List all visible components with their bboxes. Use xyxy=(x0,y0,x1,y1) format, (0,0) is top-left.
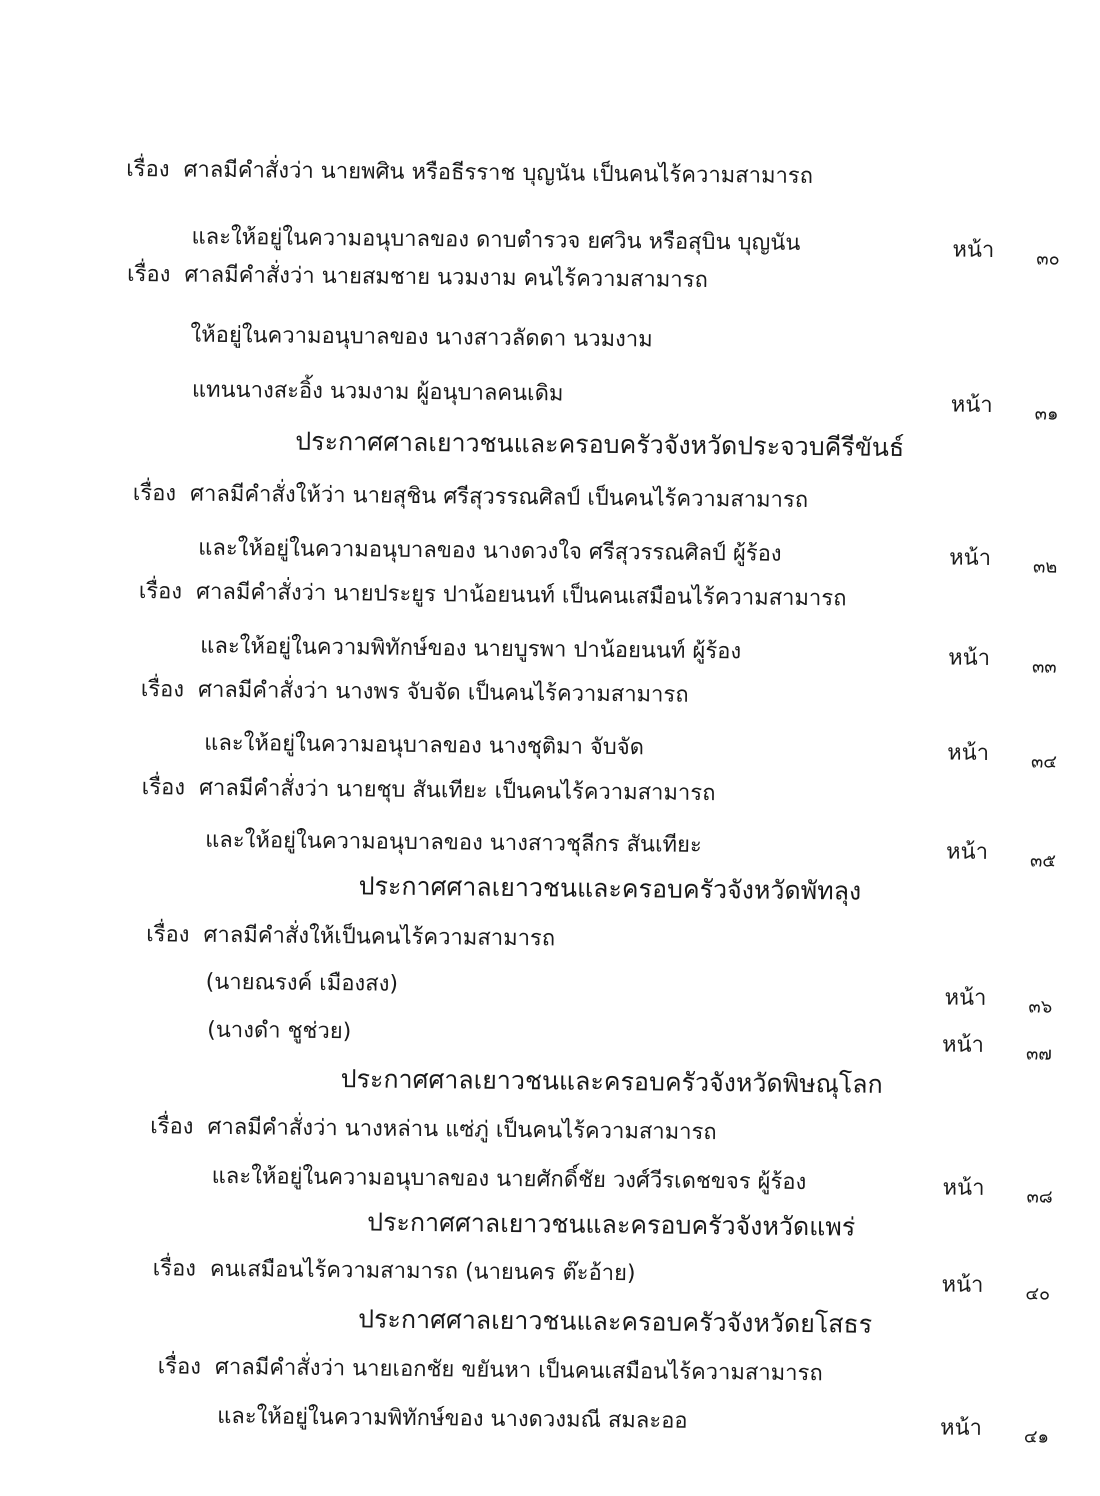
subject-text: ศาลมีคำสั่งว่า นางหล่าน แซ่ภู่ เป็นคนไร้ความสามารถ xyxy=(207,1114,717,1146)
page-ref xyxy=(944,984,1053,1018)
entry-detail-line xyxy=(192,377,564,409)
subject-label: เรื่อง xyxy=(126,261,171,288)
entry-detail-line xyxy=(190,322,653,355)
detail-text: และให้อยู่ในความอนุบาลของ นางสาวชุลีกร สันเทียะ xyxy=(205,827,702,858)
subject-text: คนเสมือนไร้ความสามารถ (นายนคร ต๊ะอ้าย) xyxy=(209,1256,636,1287)
page-number: ๓๑ xyxy=(1034,403,1059,425)
section-heading: ประกาศศาลเยาวชนและครอบครัวจังหวัดแพร่ xyxy=(367,1207,856,1242)
page-ref xyxy=(941,1271,1051,1305)
detail-text: และให้อยู่ในความอนุบาลของ นางดวงใจ ศรีสุวรรณศิลป์ ผู้ร้อง xyxy=(198,535,782,567)
detail-text: และให้อยู่ในความอนุบาลของ ดาบตำรวจ ยศวิน หรือสุบิน บุญนัน xyxy=(191,224,801,256)
entry-subject-line xyxy=(127,261,708,295)
page-ref xyxy=(947,740,1058,773)
entry-subject-line xyxy=(126,156,813,191)
page-label: หน้า xyxy=(944,985,987,1011)
entry-subject-line xyxy=(150,1113,717,1147)
subject-text: ศาลมีคำสั่งให้เป็นคนไร้ความสามารถ xyxy=(203,922,556,952)
entry-detail-line xyxy=(204,730,644,763)
page-ref xyxy=(948,645,1057,678)
page-label: หน้า xyxy=(948,645,991,671)
section-heading: ประกาศศาลเยาวชนและครอบครัวจังหวัดพัทลุง xyxy=(358,871,862,906)
subject-text: ศาลมีคำสั่งว่า นายชุบ สันเทียะ เป็นคนไร้ความสามารถ xyxy=(198,775,716,807)
entry-subject-line xyxy=(146,921,555,953)
page-label: หน้า xyxy=(942,1175,985,1201)
entry-detail-line xyxy=(191,224,800,258)
entry-detail-line xyxy=(200,633,741,667)
subject-label: เรื่อง xyxy=(150,1114,194,1140)
page-ref xyxy=(950,392,1059,425)
page-number: ๓๖ xyxy=(1028,996,1053,1018)
entry-subject-line xyxy=(141,676,689,710)
detail-text: แทนนางสะอิ้ง นวมงาม ผู้อนุบาลคนเดิม xyxy=(191,377,564,407)
subject-text: ศาลมีคำสั่งว่า นายพศิน หรือธีรราช บุญนัน เป็นคนไร้ความสามารถ xyxy=(183,157,814,190)
page-number: ๓๓ xyxy=(1031,656,1057,678)
entry-detail-line xyxy=(205,827,702,860)
subject-text: ศาลมีคำสั่งให้ว่า นายสุชิน ศรีสุวรรณศิลป์ เป็นคนไร้ความสามารถ xyxy=(189,481,809,514)
page-number: ๓๒ xyxy=(1032,556,1058,578)
entry-subject-line xyxy=(153,1255,636,1288)
page-ref xyxy=(939,1414,1050,1448)
subject-label: เรื่อง xyxy=(141,775,186,801)
subject-text: ศาลมีคำสั่งว่า นายสมชาย นวมงาม คนไร้ความสามารถ xyxy=(184,262,708,293)
page-number: ๓๕ xyxy=(1029,850,1057,872)
page-number: ๓๔ xyxy=(1030,751,1058,773)
subject-label: เรื่อง xyxy=(132,480,177,507)
detail-text: ให้อยู่ในความอนุบาลของ นางสาวลัดดา นวมงาม xyxy=(190,322,653,353)
entry-detail-line xyxy=(212,1163,807,1197)
page-ref xyxy=(949,545,1058,578)
page-number: ๔๐ xyxy=(1025,1283,1051,1305)
page-number: ๓๗ xyxy=(1025,1043,1052,1065)
subject-text: ศาลมีคำสั่งว่า นางพร จับจัด เป็นคนไร้ความสามารถ xyxy=(197,677,689,708)
subject-text: ศาลมีคำสั่งว่า นายประยูร ปาน้อยนนท์ เป็นคนเสมือนไร้ความสามารถ xyxy=(195,579,847,612)
detail-text: และให้อยู่ในความพิทักษ์ของ นางดวงมณี สมละออ xyxy=(217,1403,688,1434)
page-label: หน้า xyxy=(941,1272,984,1298)
entry-detail-line xyxy=(198,535,782,569)
subject-label: เรื่อง xyxy=(126,156,170,183)
detail-text: และให้อยู่ในความอนุบาลของ นายศักดิ์ชัย วงศ์วีรเดชขจร ผู้ร้อง xyxy=(211,1163,807,1196)
page-label: หน้า xyxy=(941,1032,985,1058)
detail-text: (นายณรงค์ เมืองสง) xyxy=(205,969,399,997)
subject-label: เรื่อง xyxy=(157,1354,202,1380)
entry-detail-line xyxy=(217,1403,688,1436)
subject-label: เรื่อง xyxy=(146,922,190,948)
page-label: หน้า xyxy=(939,1415,983,1441)
subject-text: ศาลมีคำสั่งว่า นายเอกชัย ขยันหา เป็นคนเสมือนไร้ความสามารถ xyxy=(214,1354,823,1387)
entry-detail-line xyxy=(206,969,399,999)
detail-text: (นางดำ ชูช่วย) xyxy=(207,1017,352,1045)
subject-label: เรื่อง xyxy=(152,1256,197,1282)
page-ref xyxy=(942,1174,1053,1208)
detail-text: และให้อยู่ในความพิทักษ์ของ นายบูรพา ปาน้อยนนท์ ผู้ร้อง xyxy=(200,633,742,665)
page-ref xyxy=(941,1031,1052,1065)
section-heading: ประกาศศาลเยาวชนและครอบครัวจังหวัดพิษณุโลก xyxy=(340,1064,883,1099)
entry-subject-line xyxy=(158,1353,823,1388)
page-label: หน้า xyxy=(949,545,992,571)
page-ref xyxy=(952,237,1060,270)
page-number: ๓๐ xyxy=(1036,248,1060,270)
page-number: ๓๘ xyxy=(1026,1186,1053,1208)
entry-detail-line xyxy=(207,1017,351,1047)
subject-label: เรื่อง xyxy=(138,579,183,605)
entry-subject-line xyxy=(133,480,809,515)
page-label: หน้า xyxy=(945,839,989,865)
page-label: หน้า xyxy=(952,237,995,263)
entry-subject-line xyxy=(142,774,716,808)
page-number: ๔๑ xyxy=(1023,1426,1050,1448)
section-heading: ประกาศศาลเยาวชนและครอบครัวจังหวัดยโสธร xyxy=(358,1304,873,1339)
page-ref xyxy=(945,838,1057,872)
section-heading: ประกาศศาลเยาวชนและครอบครัวจังหวัดประจวบคีรีขันธ์ xyxy=(295,426,905,463)
entry-subject-line xyxy=(139,578,847,613)
subject-label: เรื่อง xyxy=(140,677,185,703)
page-label: หน้า xyxy=(947,740,990,766)
detail-text: และให้อยู่ในความอนุบาลของ นางชุติมา จับจัด xyxy=(204,730,645,761)
page-label: หน้า xyxy=(950,392,993,418)
